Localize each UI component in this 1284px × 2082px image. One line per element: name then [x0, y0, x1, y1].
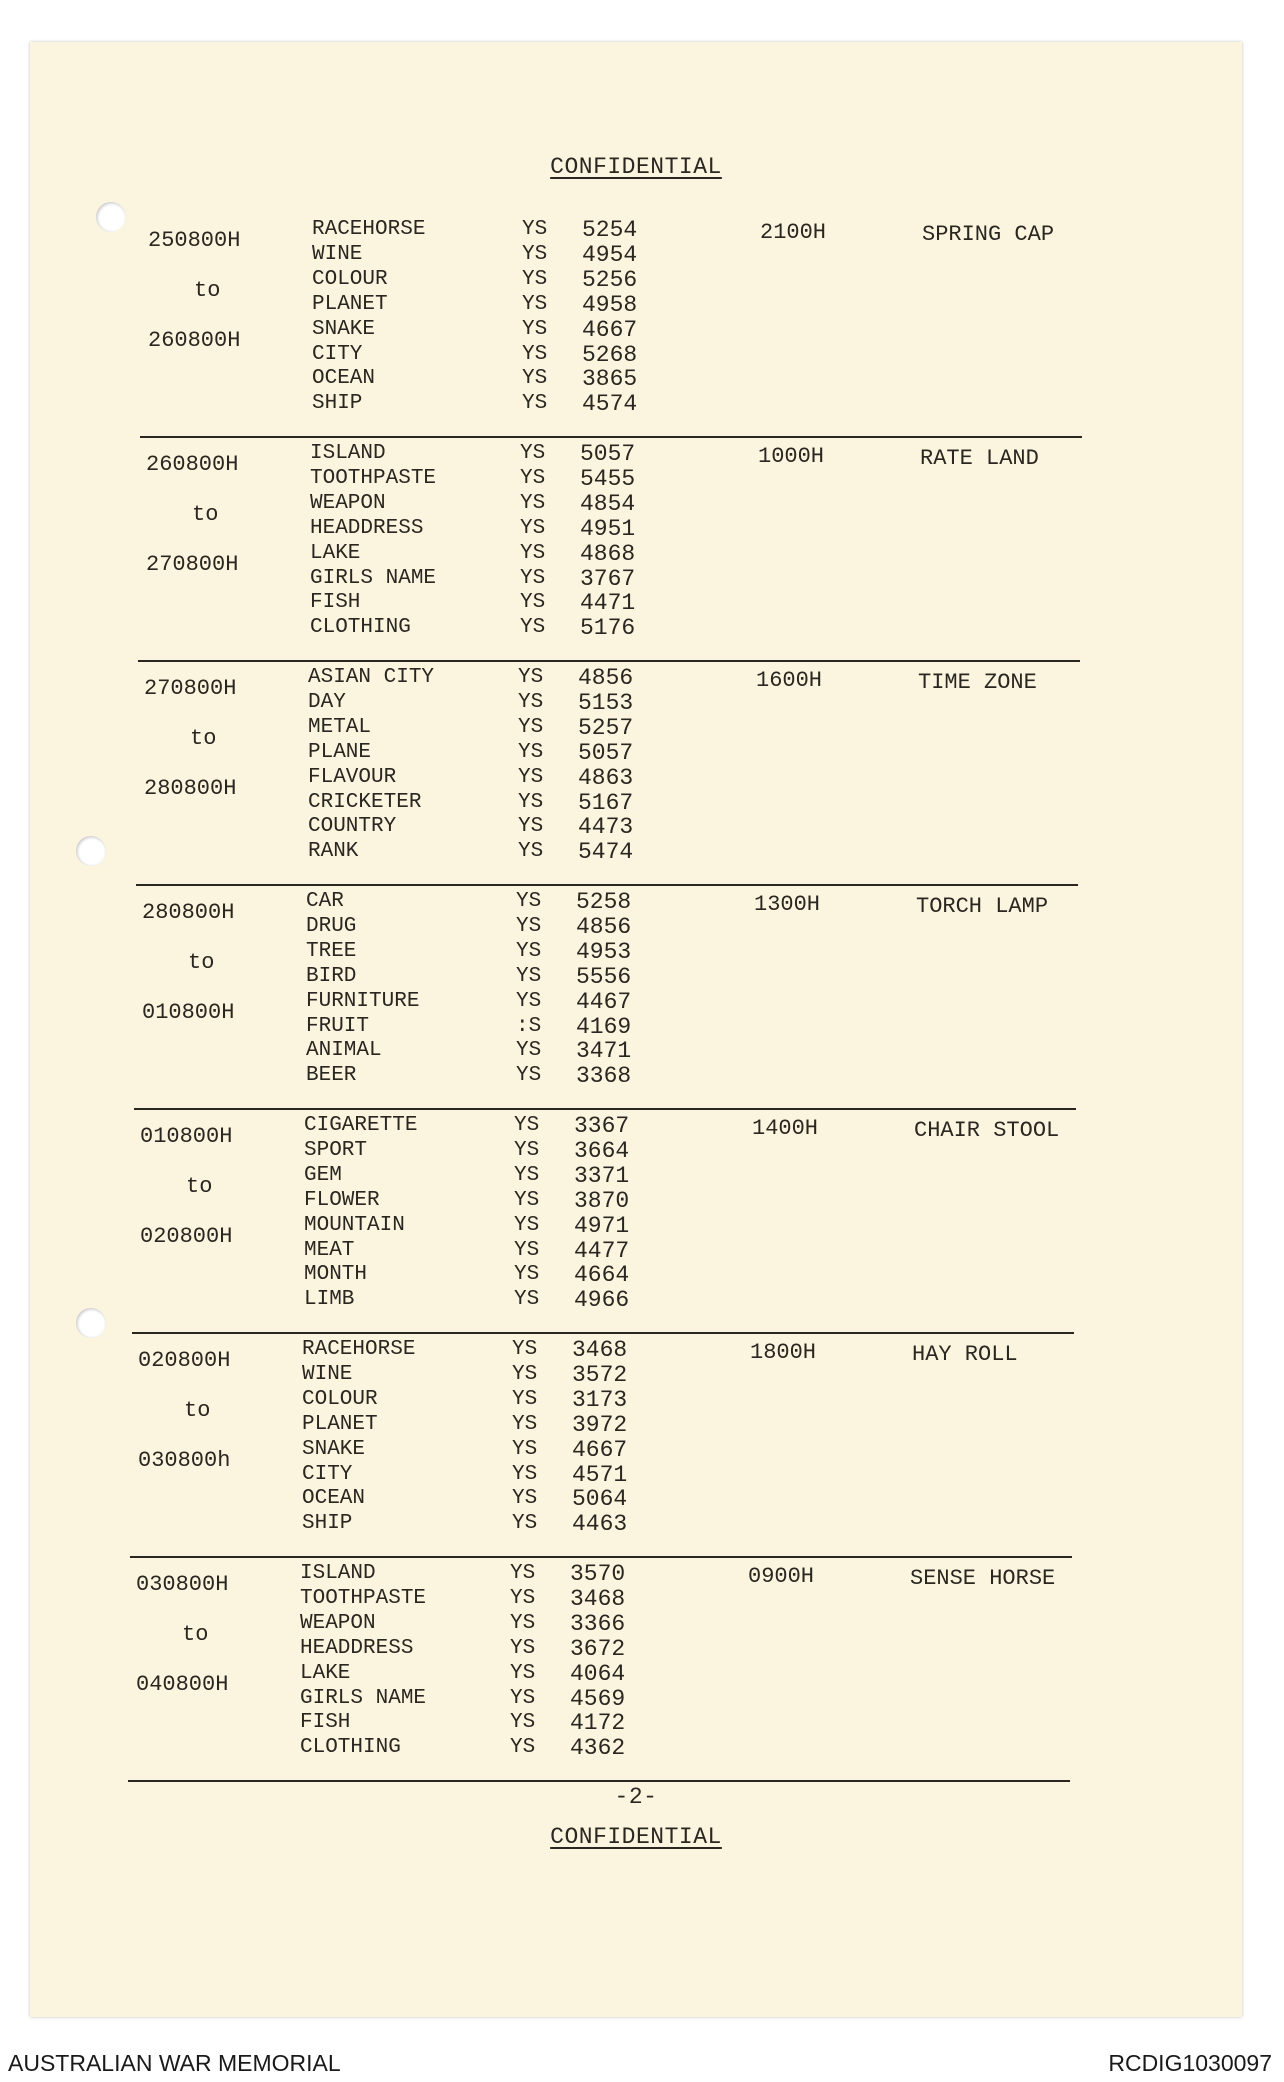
code-word: TOOTHPASTE [300, 1586, 427, 1610]
grid-number: 5057 [580, 441, 636, 467]
grid-prefix: YS [514, 1213, 540, 1237]
code-word-column [306, 890, 526, 1089]
grid-number: 3672 [570, 1635, 626, 1662]
grid-number: 4473 [578, 814, 634, 841]
code-word: SNAKE [302, 1437, 366, 1461]
period-range [142, 888, 262, 1038]
period-to: to [186, 1174, 213, 1199]
grid-prefix: YS [516, 1039, 542, 1063]
grid-number: 4463 [572, 1511, 628, 1538]
grid-prefix: YS [514, 1288, 540, 1312]
grid-number: 3368 [576, 1063, 632, 1090]
code-word: CIGARETTE [304, 1114, 418, 1137]
grid-number: 4172 [570, 1710, 626, 1737]
grid-prefix: YS [510, 1611, 536, 1635]
grid-prefix: YS [520, 466, 546, 490]
code-word: DAY [308, 690, 346, 714]
grid-number: 4169 [576, 1013, 632, 1040]
page-number-text: -2- [614, 1784, 658, 1810]
code-word: CLOTHING [310, 616, 411, 640]
grid-number-column [570, 1562, 650, 1761]
grid-number: 4868 [580, 540, 636, 567]
grid-number: 4667 [572, 1436, 628, 1463]
grid-number: 4966 [574, 1287, 630, 1314]
grid-number: 4971 [574, 1212, 630, 1239]
time-value: 0900H [748, 1564, 815, 1589]
grid-number: 4467 [576, 988, 632, 1015]
grid-prefix-column [520, 442, 560, 641]
grid-prefix: YS [520, 442, 546, 465]
grid-prefix-column [514, 1114, 554, 1313]
code-word: SHIP [312, 392, 363, 416]
archive-name: AUSTRALIAN WAR MEMORIAL [8, 2050, 341, 2076]
code-word: ASIAN CITY [308, 666, 435, 689]
grid-number: 5176 [580, 615, 636, 642]
period-end: 010800H [142, 1000, 235, 1025]
period-to: to [190, 726, 217, 751]
grid-prefix: YS [514, 1238, 540, 1262]
period-range [140, 1112, 260, 1262]
period-to: to [182, 1622, 209, 1647]
code-word-column [312, 218, 532, 417]
grid-number: 4064 [570, 1660, 626, 1687]
period-start: 270800H [144, 676, 237, 701]
grid-prefix: YS [522, 292, 548, 316]
code-word: RACEHORSE [312, 218, 426, 241]
period-start: 010800H [140, 1124, 233, 1149]
grid-number: 5057 [578, 739, 634, 766]
archive-footer [0, 2044, 1284, 2082]
code-word: TREE [306, 939, 357, 963]
grid-prefix: YS [510, 1711, 536, 1735]
grid-number: 4856 [578, 665, 634, 691]
code-word: PLANET [302, 1412, 378, 1436]
grid-prefix: YS [520, 491, 546, 515]
grid-number: 4863 [578, 764, 634, 791]
grid-prefix: YS [510, 1586, 536, 1610]
grid-number-column [572, 1338, 652, 1537]
schedule-block [20, 1334, 1232, 1558]
period-start: 020800H [138, 1348, 231, 1373]
period-range [148, 216, 268, 366]
schedule-block [18, 1558, 1230, 1782]
grid-number: 3471 [576, 1038, 632, 1065]
code-word: BEER [306, 1064, 357, 1088]
code-word: HEADDRESS [300, 1636, 414, 1660]
grid-number: 5257 [578, 714, 634, 741]
grid-prefix: YS [512, 1387, 538, 1411]
time-value: 2100H [760, 220, 827, 245]
period-end: 040800H [136, 1672, 229, 1697]
grid-number: 4958 [582, 291, 638, 318]
code-word: ISLAND [310, 442, 386, 465]
code-word: FISH [300, 1711, 351, 1735]
period-to: to [188, 950, 215, 975]
grid-prefix: YS [518, 815, 544, 839]
grid-number: 4954 [582, 241, 638, 268]
code-word: OCEAN [312, 367, 376, 391]
grid-prefix: YS [518, 715, 544, 739]
code-phrase: SENSE HORSE [910, 1566, 1056, 1591]
code-phrase: TIME ZONE [918, 670, 1037, 695]
grid-number: 3865 [582, 366, 638, 393]
grid-number: 3468 [572, 1337, 628, 1363]
code-word: TOOTHPASTE [310, 466, 437, 490]
grid-prefix: YS [516, 890, 542, 913]
grid-number: 3570 [570, 1561, 626, 1587]
code-word-column [300, 1562, 520, 1761]
grid-number: 3870 [574, 1187, 630, 1214]
grid-number: 4664 [574, 1262, 630, 1289]
code-word: SPORT [304, 1138, 368, 1162]
grid-prefix: YS [512, 1512, 538, 1536]
time-value: 1600H [756, 668, 823, 693]
code-word: GIRLS NAME [310, 566, 437, 590]
grid-number: 4571 [572, 1461, 628, 1488]
grid-prefix: YS [522, 392, 548, 416]
code-word: MOUNTAIN [304, 1213, 405, 1237]
footer-text: CONFIDENTIAL [550, 1824, 722, 1850]
code-phrase: HAY ROLL [912, 1342, 1018, 1367]
code-word: ISLAND [300, 1562, 376, 1585]
code-word: MONTH [304, 1263, 368, 1287]
grid-number: 4667 [582, 316, 638, 343]
grid-prefix: YS [518, 666, 544, 689]
grid-prefix: YS [522, 242, 548, 266]
grid-number: 3468 [570, 1585, 626, 1612]
code-word: FLAVOUR [308, 765, 397, 789]
code-word: COLOUR [302, 1387, 378, 1411]
code-phrase: SPRING CAP [922, 222, 1055, 247]
grid-prefix: YS [520, 566, 546, 590]
code-word: CRICKETER [308, 790, 422, 814]
code-word: FRUIT [306, 1014, 370, 1038]
schedule-block [26, 662, 1238, 886]
grid-number: 4951 [580, 515, 636, 542]
code-phrase: TORCH LAMP [916, 894, 1049, 919]
grid-number: 4477 [574, 1237, 630, 1264]
code-word: WINE [302, 1362, 353, 1386]
grid-number: 4569 [570, 1685, 626, 1712]
grid-number: 3972 [572, 1411, 628, 1438]
code-word-column [304, 1114, 524, 1313]
grid-number: 4362 [570, 1735, 626, 1762]
grid-number: 5254 [582, 217, 638, 243]
grid-prefix: YS [514, 1163, 540, 1187]
grid-prefix: YS [520, 541, 546, 565]
grid-prefix: YS [520, 516, 546, 540]
period-end: 270800H [146, 552, 239, 577]
archive-reference: RCDIG1030097 [1108, 2050, 1272, 2076]
confidential-footer [30, 1824, 1242, 1850]
grid-number: 4471 [580, 590, 636, 617]
period-range [136, 1560, 256, 1710]
code-word: WEAPON [300, 1611, 376, 1635]
period-end: 020800H [140, 1224, 233, 1249]
code-word: PLANE [308, 740, 372, 764]
grid-number: 3664 [574, 1137, 630, 1164]
period-range [138, 1336, 258, 1486]
code-word: PLANET [312, 292, 388, 316]
code-word: CLOTHING [300, 1736, 401, 1760]
grid-prefix: YS [512, 1437, 538, 1461]
code-word: RACEHORSE [302, 1338, 416, 1361]
schedule-block [22, 1110, 1234, 1334]
code-word: FISH [310, 591, 361, 615]
code-word: LAKE [310, 541, 361, 565]
grid-prefix-column [516, 890, 556, 1089]
grid-number: 5153 [578, 689, 634, 716]
code-word: MEAT [304, 1238, 355, 1262]
period-start: 260800H [146, 452, 239, 477]
grid-number: 4854 [580, 490, 636, 517]
grid-prefix: YS [514, 1138, 540, 1162]
grid-number: 5455 [580, 465, 636, 492]
time-value: 1800H [750, 1340, 817, 1365]
grid-number: 5258 [576, 889, 632, 915]
period-end: 280800H [144, 776, 237, 801]
grid-prefix: YS [514, 1114, 540, 1137]
grid-number-column [574, 1114, 654, 1313]
grid-prefix: YS [510, 1736, 536, 1760]
grid-prefix-column [522, 218, 562, 417]
time-value: 1300H [754, 892, 821, 917]
code-word: FURNITURE [306, 989, 420, 1013]
grid-prefix: YS [520, 591, 546, 615]
grid-prefix: YS [518, 765, 544, 789]
grid-number: 5167 [578, 789, 634, 816]
time-value: 1400H [752, 1116, 819, 1141]
grid-prefix: YS [510, 1686, 536, 1710]
code-word: GEM [304, 1163, 342, 1187]
grid-prefix: YS [522, 342, 548, 366]
schedule-block [24, 886, 1236, 1110]
code-word: RANK [308, 840, 359, 864]
grid-prefix: YS [518, 840, 544, 864]
grid-prefix: YS [512, 1487, 538, 1511]
grid-prefix: YS [516, 1064, 542, 1088]
grid-number: 3367 [574, 1113, 630, 1139]
grid-prefix: YS [518, 690, 544, 714]
period-range [146, 440, 266, 590]
grid-prefix: YS [512, 1362, 538, 1386]
grid-prefix: YS [516, 989, 542, 1013]
code-word: LIMB [304, 1288, 355, 1312]
grid-prefix-column [512, 1338, 552, 1537]
time-value: 1000H [758, 444, 825, 469]
code-word: CITY [312, 342, 363, 366]
grid-prefix: YS [510, 1562, 536, 1585]
grid-prefix: YS [518, 740, 544, 764]
grid-number: 4574 [582, 391, 638, 418]
grid-prefix: YS [514, 1188, 540, 1212]
code-word: LAKE [300, 1661, 351, 1685]
code-word: BIRD [306, 964, 357, 988]
period-start: 030800H [136, 1572, 229, 1597]
grid-number-column [578, 666, 658, 865]
code-word: HEADDRESS [310, 516, 424, 540]
grid-number: 5064 [572, 1486, 628, 1513]
grid-prefix: YS [516, 914, 542, 938]
grid-number-column [580, 442, 660, 641]
header-text: CONFIDENTIAL [550, 154, 722, 180]
code-word: GIRLS NAME [300, 1686, 427, 1710]
code-word: METAL [308, 715, 372, 739]
document-page [30, 42, 1242, 2017]
period-to: to [192, 502, 219, 527]
code-word: COUNTRY [308, 815, 397, 839]
grid-prefix: :S [516, 1014, 542, 1038]
period-end: 030800h [138, 1448, 231, 1473]
code-word: FLOWER [304, 1188, 380, 1212]
code-word: CITY [302, 1462, 353, 1486]
schedule-block [30, 214, 1242, 438]
grid-number: 4856 [576, 913, 632, 940]
grid-number: 5268 [582, 341, 638, 368]
grid-prefix: YS [510, 1636, 536, 1660]
code-word: SHIP [302, 1512, 353, 1536]
period-to: to [194, 278, 221, 303]
page-number [30, 1784, 1242, 1810]
code-word: ANIMAL [306, 1039, 382, 1063]
code-word: CAR [306, 890, 344, 913]
code-word: SNAKE [312, 317, 376, 341]
grid-prefix: YS [512, 1412, 538, 1436]
grid-prefix: YS [510, 1661, 536, 1685]
code-word: OCEAN [302, 1487, 366, 1511]
grid-prefix: YS [518, 790, 544, 814]
grid-number-column [576, 890, 656, 1089]
grid-number-column [582, 218, 662, 417]
grid-prefix-column [518, 666, 558, 865]
code-word: WEAPON [310, 491, 386, 515]
grid-number: 3767 [580, 565, 636, 592]
grid-prefix: YS [522, 267, 548, 291]
grid-number: 3366 [570, 1610, 626, 1637]
block-divider [128, 1780, 1070, 1782]
grid-prefix: YS [522, 317, 548, 341]
period-start: 280800H [142, 900, 235, 925]
grid-number: 5556 [576, 963, 632, 990]
grid-number: 3572 [572, 1361, 628, 1388]
grid-number: 3371 [574, 1162, 630, 1189]
code-word-column [302, 1338, 522, 1537]
grid-prefix: YS [512, 1338, 538, 1361]
grid-prefix: YS [522, 218, 548, 241]
code-word: WINE [312, 242, 363, 266]
grid-prefix: YS [522, 367, 548, 391]
period-end: 260800H [148, 328, 241, 353]
grid-number: 3173 [572, 1386, 628, 1413]
grid-number: 5256 [582, 266, 638, 293]
period-to: to [184, 1398, 211, 1423]
code-word: COLOUR [312, 267, 388, 291]
grid-number: 5474 [578, 839, 634, 866]
grid-prefix: YS [520, 616, 546, 640]
grid-prefix: YS [516, 939, 542, 963]
code-word: DRUG [306, 914, 357, 938]
schedule-block [28, 438, 1240, 662]
code-phrase: RATE LAND [920, 446, 1039, 471]
grid-prefix: YS [512, 1462, 538, 1486]
code-word-column [310, 442, 530, 641]
grid-number: 4953 [576, 938, 632, 965]
grid-prefix-column [510, 1562, 550, 1761]
code-word-column [308, 666, 528, 865]
confidential-header [30, 154, 1242, 180]
period-start: 250800H [148, 228, 241, 253]
grid-prefix: YS [516, 964, 542, 988]
period-range [144, 664, 264, 814]
code-phrase: CHAIR STOOL [914, 1118, 1060, 1143]
grid-prefix: YS [514, 1263, 540, 1287]
